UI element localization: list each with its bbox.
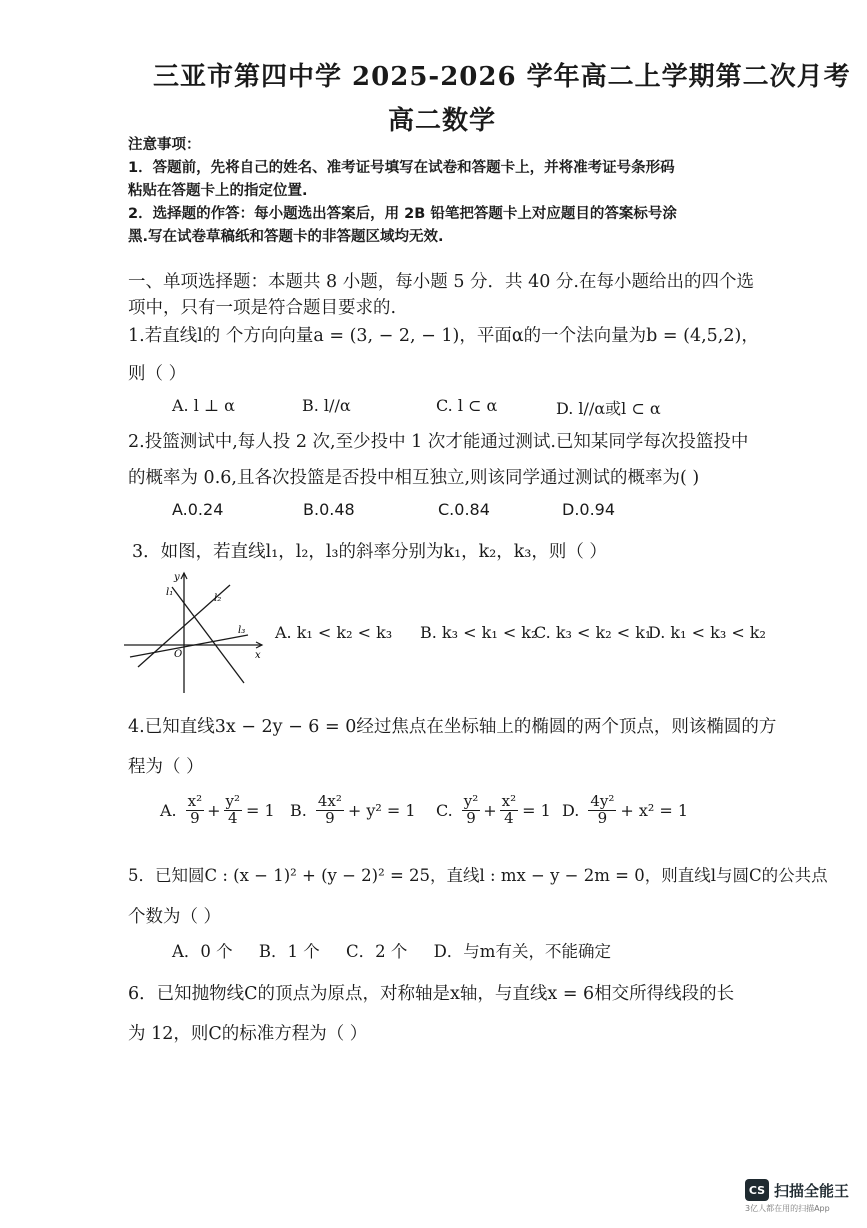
notes-item1-line2: 粘贴在答题卡上的指定位置.: [128, 183, 308, 199]
notes-item1-line1: 1．答题前，先将自己的姓名、准考证号填写在试卷和答题卡上，并将准考证号条形码: [128, 160, 675, 176]
q5-stem-line2: 个数为（ ）: [128, 907, 222, 927]
q3-stem: 3．如图，若直线l₁，l₂，l₃的斜率分别为k₁，k₂，k₃，则（ ）: [132, 542, 607, 562]
q6-stem-line1: 6．已知抛物线C的顶点为原点，对称轴是x轴，与直线x = 6相交所得线段的长: [128, 984, 735, 1004]
q4-a-num1: x²: [187, 792, 203, 810]
q4-c-plus: +: [483, 800, 497, 820]
q4-option-a-label: A.: [160, 800, 177, 820]
q1-option-d: D. l//α或l ⊂ α: [556, 399, 661, 418]
label-x: x: [255, 650, 261, 661]
q4-a-den1: 9: [190, 808, 200, 827]
q4-c-frac2: [500, 794, 518, 827]
q4-a-frac2: [224, 794, 243, 827]
q1-option-a: A. l ⊥ α: [172, 396, 235, 415]
q2-stem-line1: 2.投篮测试中,每人投 2 次,至少投中 1 次才能通过测试.已知某同学每次投篮投中: [128, 432, 749, 452]
q4-option-c: [436, 794, 551, 827]
q4-stem-line2: 程为（ ）: [128, 757, 204, 777]
label-l2: l₂: [214, 593, 222, 604]
q5-stem-line1: 5．已知圆C : (x − 1)² + (y − 2)² = 25，直线l : mx − y − 2m = 0，则直线l与圆C的公共点: [128, 866, 828, 885]
notes-item2-line2: 黑.写在试卷草稿纸和答题卡的非答题区域均无效.: [128, 229, 444, 245]
q6-stem-line2: 为 12，则C的标准方程为（ ）: [128, 1024, 368, 1044]
q4-a-tail: = 1: [246, 800, 275, 820]
q4-option-d: [562, 794, 688, 827]
q4-a-frac1: [186, 794, 204, 827]
q1-stem-line2: 则（ ）: [128, 364, 187, 384]
line-l3: [130, 635, 248, 657]
notes-heading: 注意事项：: [128, 137, 201, 153]
label-y: y: [174, 572, 180, 583]
q4-c-num2: x²: [501, 792, 517, 810]
q4-option-a: [160, 794, 275, 827]
label-l3: l₃: [238, 625, 246, 636]
scanner-tagline: 3亿人都在用的扫描App: [744, 1204, 830, 1213]
notes-item2-line1: 2．选择题的作答：每小题选出答案后，用 2B 铅笔把答题卡上对应题目的答案标号涂: [128, 206, 677, 222]
q3-option-c: C. k₃ < k₂ < k₁: [534, 623, 652, 642]
label-l1: l₁: [166, 587, 174, 598]
q4-c-den2: 4: [504, 808, 514, 827]
q1-option-c: C. l ⊂ α: [436, 396, 498, 415]
q2-option-c: C.0.84: [438, 500, 490, 519]
q4-option-d-label: D.: [562, 800, 580, 820]
q5-options: A．0 个 B．1 个 C．2 个 D．与m有关，不能确定: [172, 942, 611, 961]
exam-subject: 高二数学: [388, 106, 497, 136]
q4-option-b: [290, 794, 416, 827]
q1-stem-line1: 1.若直线l的 个方向向量a = (3, − 2, − 1)，平面α的一个法向量为b = (4,5,2)，: [128, 326, 759, 346]
q3-option-a: A. k₁ < k₂ < k₃: [275, 623, 393, 642]
label-origin: O: [174, 649, 183, 660]
q4-b-frac1: [316, 794, 344, 827]
q2-option-a: A.0.24: [172, 500, 224, 519]
q4-b-den1: 9: [325, 808, 335, 827]
q4-c-frac1: [462, 794, 481, 827]
line-l1: [172, 587, 244, 683]
q4-d-tail: + x² = 1: [620, 800, 689, 820]
q4-option-c-label: C.: [436, 800, 453, 820]
q4-a-plus: +: [207, 800, 221, 820]
q4-b-num1: 4x²: [317, 792, 342, 810]
q2-stem-line2: 的概率为 0.6,且各次投篮是否投中相互独立,则该同学通过测试的概率为( ): [128, 468, 700, 488]
q1-option-b: B. l//α: [302, 396, 351, 415]
q4-d-num1: 4y²: [590, 792, 615, 810]
exam-title: 三亚市第四中学 2025-2026 学年高二上学期第二次月考: [153, 62, 851, 92]
q4-b-tail: + y² = 1: [347, 800, 416, 820]
q2-option-d: D.0.94: [562, 500, 616, 519]
q2-option-b: B.0.48: [303, 500, 355, 519]
q3-option-b: B. k₃ < k₁ < k₂: [420, 623, 538, 642]
q3-figure: [120, 565, 270, 700]
section1-line1: 一、单项选择题：本题共 8 小题，每小题 5 分．共 40 分.在每小题给出的四个选: [128, 272, 754, 292]
scanner-logo-icon: CS: [745, 1179, 769, 1201]
q4-c-num1: y²: [463, 792, 479, 810]
q4-a-num2: y²: [225, 792, 241, 810]
q4-a-den2: 4: [228, 808, 238, 827]
section1-line2: 项中，只有一项是符合题目要求的.: [128, 298, 397, 318]
q3-option-d: D. k₁ < k₃ < k₂: [648, 623, 766, 642]
scanner-app-name: 扫描全能王: [773, 1181, 849, 1200]
q4-c-den1: 9: [466, 808, 476, 827]
q4-stem-line1: 4.已知直线3x − 2y − 6 = 0经过焦点在坐标轴上的椭圆的两个顶点，则该椭圆的方: [128, 717, 777, 737]
q4-c-tail: = 1: [522, 800, 551, 820]
q4-d-frac1: [588, 794, 616, 827]
q4-option-b-label: B.: [290, 800, 307, 820]
scanner-watermark: [745, 1179, 849, 1214]
q4-d-den1: 9: [597, 808, 608, 827]
